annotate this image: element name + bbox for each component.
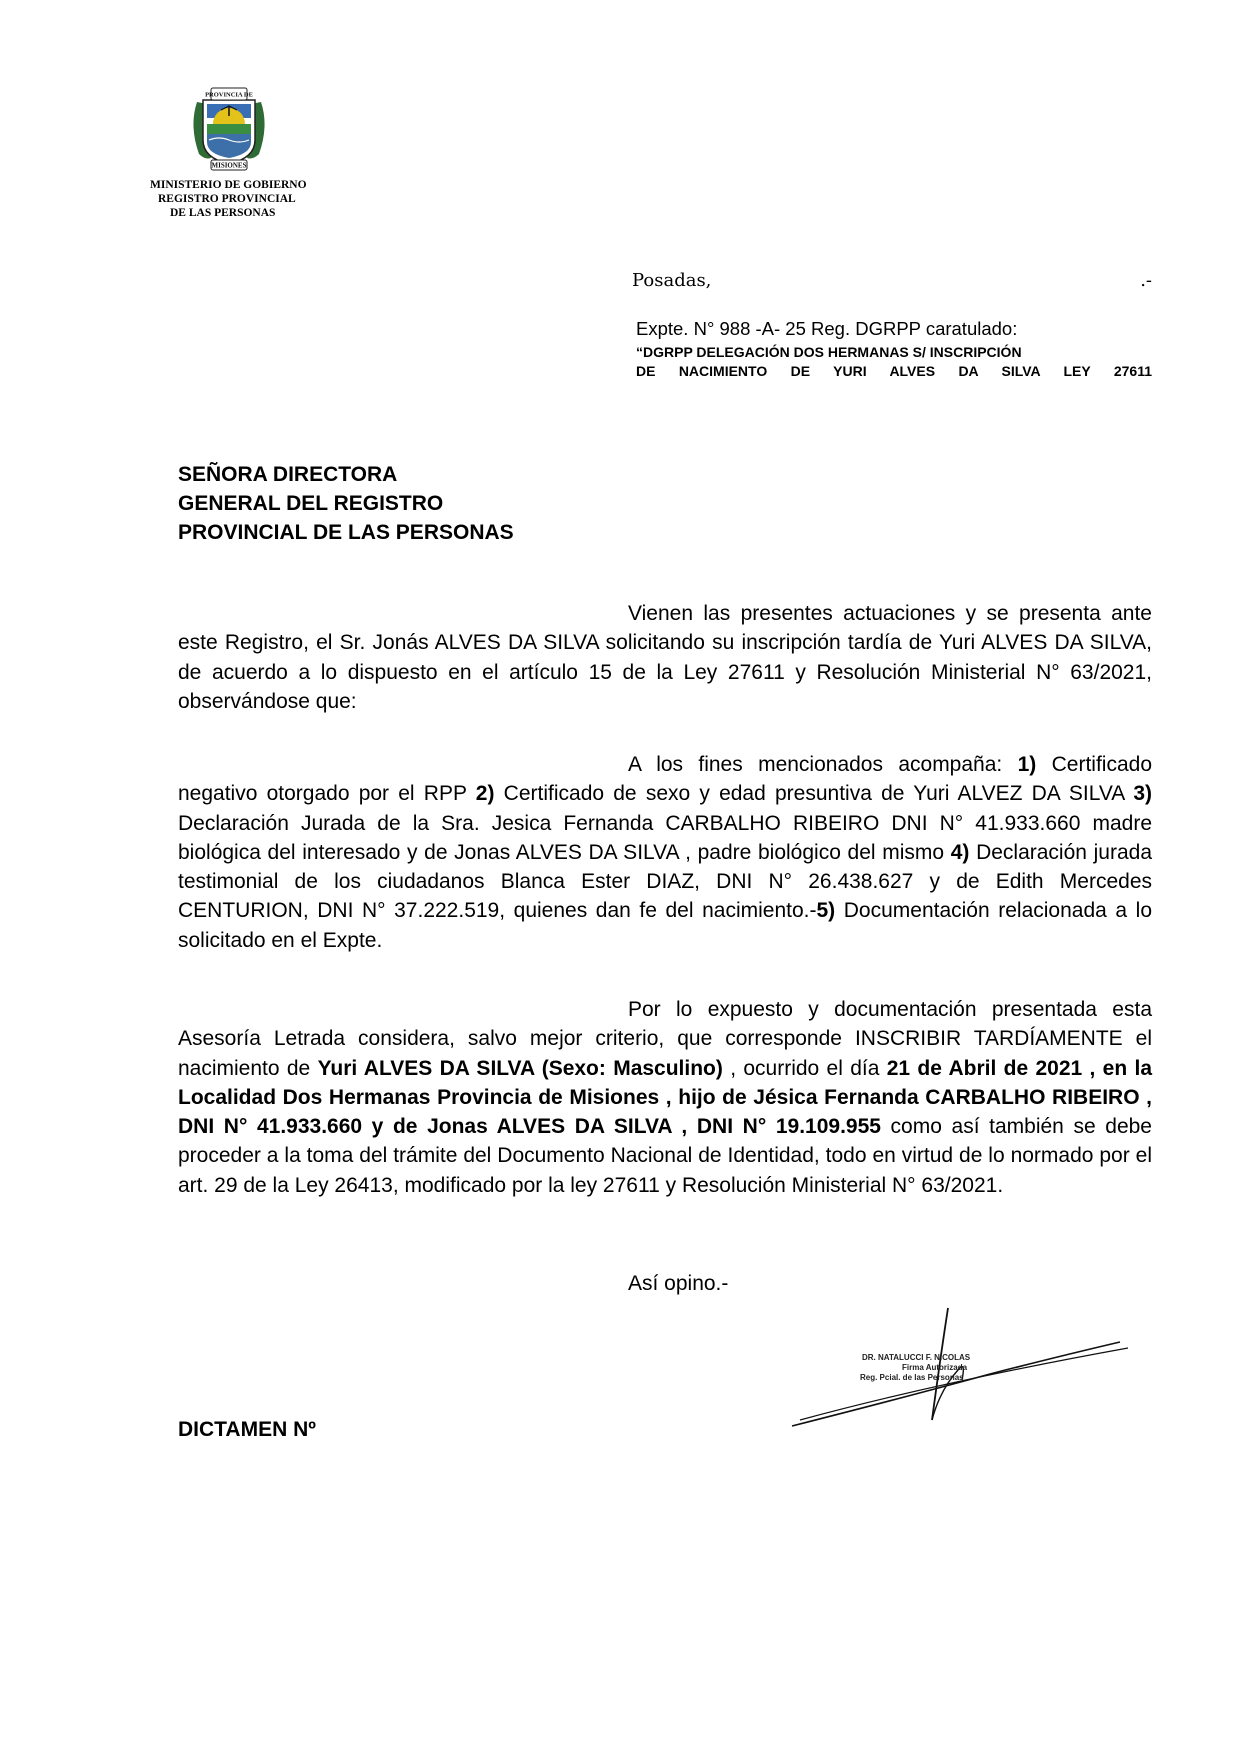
- text: Declaración jurada testimonial de los ciudadanos Blanca Ester DIAZ, DNI N° 26.438.627 y de Edith Mercedes CENTURION, DNI N° 37.222.519, quienes dan fe del nacimiento.-: [178, 840, 1152, 923]
- bold-details: 21 de Abril de 2021 , en la Localidad Dos Hermanas Provincia de Misiones , hijo de Jésica Fernanda CARBALHO RIBEIRO , DNI N° 41.933.660 y de Jonas ALVES DA SILVA , DNI N° 19.109.955: [178, 1056, 1152, 1139]
- ministry-line: MINISTERIO DE GOBIERNO: [150, 179, 307, 191]
- addressee: [178, 460, 514, 547]
- signature-stamp: [790, 1300, 1130, 1450]
- item-number: 4): [950, 840, 970, 864]
- addressee-line-1: SEÑORA DIRECTORA: [178, 463, 398, 486]
- paragraph-documents: [178, 750, 1152, 955]
- city: Posadas,: [632, 270, 712, 291]
- text: A los fines mencionados acompaña:: [628, 753, 1018, 776]
- place-date-line: [632, 270, 1152, 291]
- paragraph-opinion: [178, 995, 1152, 1200]
- text: , ocurrido el día: [722, 1056, 887, 1080]
- seal-text-bottom: MISIONES: [211, 161, 247, 170]
- item-number: 2): [475, 782, 495, 806]
- seal-text-top: PROVINCIA DE: [205, 91, 253, 99]
- caption-line-2: DE NACIMIENTO DE YURI ALVES DA SILVA LEY 27611: [636, 363, 1152, 379]
- text: como así también se debe proceder a la toma del trámite del Documento Nacional de Identidad, todo en virtud de lo normado por el art. 29 de la Ley 26413, modificado por la ley 27611 y Resolución Ministerial N° 63/2021.: [178, 1115, 1152, 1197]
- caption-line-1: “DGRPP DELEGACIÓN DOS HERMANAS S/ INSCRIPCIÓN: [636, 344, 1022, 360]
- file-caption: [636, 343, 1152, 381]
- paragraph-intro: [178, 599, 1152, 716]
- persons-line: DE LAS PERSONAS: [170, 207, 276, 219]
- signature-role: Firma Autorizada: [902, 1363, 968, 1372]
- closing-phrase: Así opino.-: [628, 1272, 729, 1295]
- ministry-heading: [150, 178, 307, 220]
- text: Por lo expuesto y documentación presentada esta Asesoría Letrada considera, salvo mejor criterio, que corresponde INSCRIBIR TARDÍAMENTE el nacimiento de: [178, 998, 1152, 1080]
- item-number: 5): [816, 899, 836, 923]
- item-number: 3): [1133, 782, 1152, 806]
- file-number: Expte. N° 988 -A- 25 Reg. DGRPP caratulado:: [636, 318, 1018, 339]
- signature-office: Reg. Pcial. de las Personas: [860, 1373, 964, 1382]
- text: Documentación relacionada a lo solicitado en el Expte.: [178, 899, 1152, 952]
- addressee-line-2: GENERAL DEL REGISTRO: [178, 492, 444, 515]
- opinion-number-label: DICTAMEN Nº: [178, 1418, 316, 1441]
- addressee-line-3: PROVINCIAL DE LAS PERSONAS: [178, 521, 514, 544]
- paragraph-intro-text: Vienen las presentes actuaciones y se presenta ante este Registro, el Sr. Jonás ALVES DA SILVA solicitando su inscripción tardía de Yuri ALVES DA SILVA, de acuerdo a lo dispuesto en el artículo 15 de la Ley 27611 y Resolución Ministerial N° 63/2021, observándose que:: [178, 602, 1152, 713]
- registry-line: REGISTRO PROVINCIAL: [158, 193, 296, 205]
- date-suffix: .-: [1140, 270, 1152, 291]
- text: Certificado de sexo y edad presuntiva de Yuri ALVEZ DA SILVA: [494, 782, 1134, 806]
- text: Certificado negativo otorgado por el RPP: [178, 753, 1152, 806]
- province-seal-logo: [183, 80, 275, 172]
- text: Declaración Jurada de la Sra. Jesica Fernanda CARBALHO RIBEIRO DNI N° 41.933.660 madre biológica del interesado y de Jonas ALVES DA SILVA , padre biológico del mismo: [178, 811, 1152, 864]
- item-number: 1): [1017, 753, 1037, 776]
- signature-name: DR. NATALUCCI F. NICOLAS: [862, 1353, 971, 1362]
- bold-name: Yuri ALVES DA SILVA (Sexo: Masculino): [317, 1056, 723, 1080]
